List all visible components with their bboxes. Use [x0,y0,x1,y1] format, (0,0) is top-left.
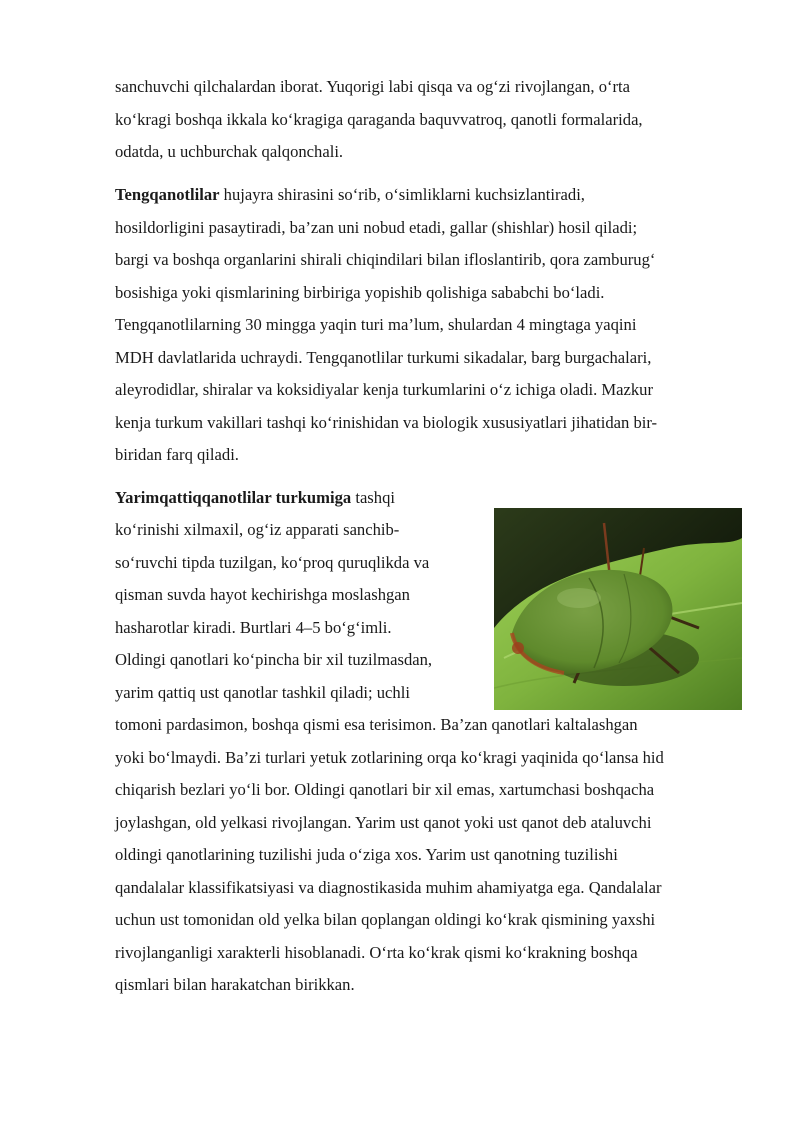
text-line: Tengqanotlilarning 30 mingga yaqin turi ma’lum, shulardan 4 mingtaga yaqini [115,315,637,334]
text-line: odatda, u uchburchak qalqonchali. [115,142,344,161]
text-line: hasharotlar kiradi. Burtlari 4–5 bo‘g‘imli. [115,618,392,637]
text-line: Oldingi qanotlari ko‘pincha bir xil tuzilmasdan, [115,650,433,669]
text-line: joylashgan, old yelkasi rivojlangan. Yarim ust qanot yoki ust qanot deb ataluvchi [115,813,652,832]
text-line [115,482,475,515]
text-span: hujayra shirasini so‘rib, o‘simliklarni kuchsizlantiradi, [219,185,585,204]
shield-bug-photo [494,508,742,710]
text-line: qandalalar klassifikatsiyasi va diagnostikasida muhim ahamiyatga ega. Qandalalar [115,878,662,897]
text-line: uchun ust tomonidan old yelka bilan qoplangan oldingi ko‘krak qismining yaxshi [115,910,656,929]
text-line: biridan farq qiladi. [115,445,239,464]
text-line: oldingi qanotlarining tuzilishi juda o‘ziga xos. Yarim ust qanotning tuzilishi [115,845,618,864]
text-line: chiqarish bezlari yo‘li bor. Oldingi qanotlari bir xil emas, xartumchasi boshqacha [115,780,655,799]
bold-term: Tengqanotlilar [115,185,220,204]
text-line: qismlari bilan harakatchan birikkan. [115,975,355,994]
text-line: sanchuvchi qilchalardan iborat. Yuqorigi labi qisqa va og‘zi rivojlangan, o‘rta [115,77,631,96]
text-span: tashqi [351,488,395,507]
text-line: kenja turkum vakillari tashqi ko‘rinishidan va biologik xususiyatlari jihatidan bir- [115,413,658,432]
text-line: hosildorligini pasaytiradi, ba’zan uni nobud etadi, gallar (shishlar) hosil qiladi; [115,218,638,237]
text-line: rivojlanganligi xarakterli hisoblanadi. O‘rta ko‘krak qismi ko‘krakning boshqa [115,943,638,962]
text-line: so‘ruvchi tipda tuzilgan, ko‘proq quruqlikda va [115,553,430,572]
text-line [115,179,730,212]
text-line: yoki bo‘lmaydi. Ba’zi turlari yetuk zotlarining orqa ko‘kragi yaqinida qo‘lansa hid [115,748,664,767]
text-line: ko‘rinishi xilmaxil, og‘iz apparati sanchib- [115,520,400,539]
text-line: yarim qattiq ust qanotlar tashkil qiladi; uchli [115,683,410,702]
text-line: ko‘kragi boshqa ikkala ko‘kragiga qaraganda baquvvatroq, qanotli formalarida, [115,110,643,129]
bold-term: Yarimqattiqqanotlilar turkumiga [115,488,352,507]
text-line: MDH davlatlarida uchraydi. Tengqanotlilar turkumi sikadalar, barg burgachalari, [115,348,652,367]
text-line: qisman suvda hayot kechirishga moslashgan [115,585,410,604]
text-line: bargi va boshqa organlarini shirali chiqindilari bilan ifloslantirib, qora zamburug‘ [115,250,656,269]
text-line: bosishiga yoki qismlarining birbiriga yopishib qolishiga sababchi bo‘ladi. [115,283,605,302]
text-line: aleyrodidlar, shiralar va koksidiyalar kenja turkumlarini o‘z ichiga oladi. Mazkur [115,380,653,399]
text-line: tomoni pardasimon, boshqa qismi esa terisimon. Ba’zan qanotlari kaltalashgan [115,715,638,734]
shield-bug-photo-icon [494,508,742,710]
